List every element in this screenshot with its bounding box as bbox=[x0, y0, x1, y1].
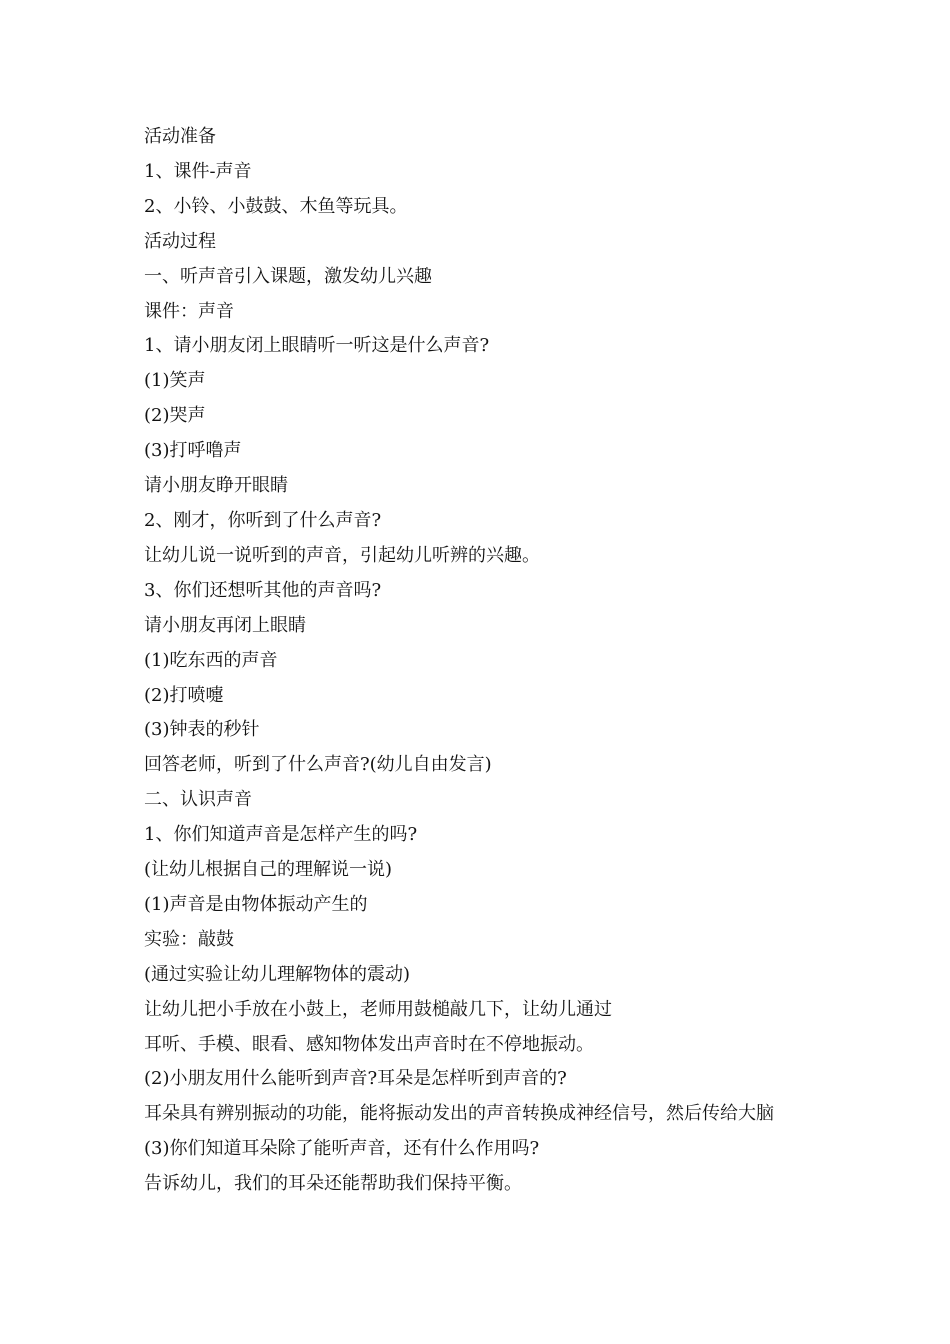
text-line: 实验：敲鼓 bbox=[144, 928, 234, 950]
text-line: (1)笑声 bbox=[144, 370, 206, 392]
text-line: (3)你们知道耳朵除了能听声音，还有什么作用吗? bbox=[144, 1138, 540, 1160]
text-line: 耳朵具有辨别振动的功能，能将振动发出的声音转换成神经信号，然后传给大脑 bbox=[144, 1103, 774, 1125]
text-line: 请小朋友再闭上眼睛 bbox=[144, 614, 306, 636]
text-line: (2)哭声 bbox=[144, 405, 206, 427]
text-line: 告诉幼儿，我们的耳朵还能帮助我们保持平衡。 bbox=[144, 1173, 522, 1195]
text-line: 耳听、手模、眼看、感知物体发出声音时在不停地振动。 bbox=[144, 1033, 594, 1055]
text-line: 2、小铃、小鼓鼓、木鱼等玩具。 bbox=[144, 195, 408, 217]
text-line: 1、请小朋友闭上眼睛听一听这是什么声音? bbox=[144, 335, 490, 357]
text-line: (3)打呼噜声 bbox=[144, 440, 242, 462]
text-line: (1)声音是由物体振动产生的 bbox=[144, 893, 368, 915]
text-line: 1、课件-声音 bbox=[144, 160, 252, 182]
text-line: (1)吃东西的声音 bbox=[144, 649, 278, 671]
text-line: 1、你们知道声音是怎样产生的吗? bbox=[144, 824, 418, 846]
text-line: 一、听声音引入课题，激发幼儿兴趣 bbox=[144, 265, 432, 287]
section-heading-recognize-sound: 二、认识声音 bbox=[144, 789, 252, 811]
text-line: (3)钟表的秒针 bbox=[144, 719, 260, 741]
text-line: (2)打喷嚏 bbox=[144, 684, 224, 706]
text-line: (2)小朋友用什么能听到声音?耳朵是怎样听到声音的? bbox=[144, 1068, 567, 1090]
section-heading-preparation: 活动准备 bbox=[144, 126, 216, 147]
text-line: 回答老师，听到了什么声音?(幼儿自由发言) bbox=[144, 754, 492, 776]
text-line: 课件：声音 bbox=[144, 300, 234, 322]
text-line: 请小朋友睁开眼睛 bbox=[144, 475, 288, 497]
text-line: 2、刚才，你听到了什么声音? bbox=[144, 509, 382, 531]
document-body bbox=[144, 120, 864, 1202]
text-line: 让幼儿把小手放在小鼓上，老师用鼓槌敲几下，让幼儿通过 bbox=[144, 998, 612, 1020]
text-line: (让幼儿根据自己的理解说一说) bbox=[144, 859, 393, 881]
text-line: 让幼儿说一说听到的声音，引起幼儿听辨的兴趣。 bbox=[144, 544, 540, 566]
section-heading-process: 活动过程 bbox=[144, 230, 216, 252]
text-line: 3、你们还想听其他的声音吗? bbox=[144, 579, 382, 601]
text-line: (通过实验让幼儿理解物体的震动) bbox=[144, 963, 411, 985]
